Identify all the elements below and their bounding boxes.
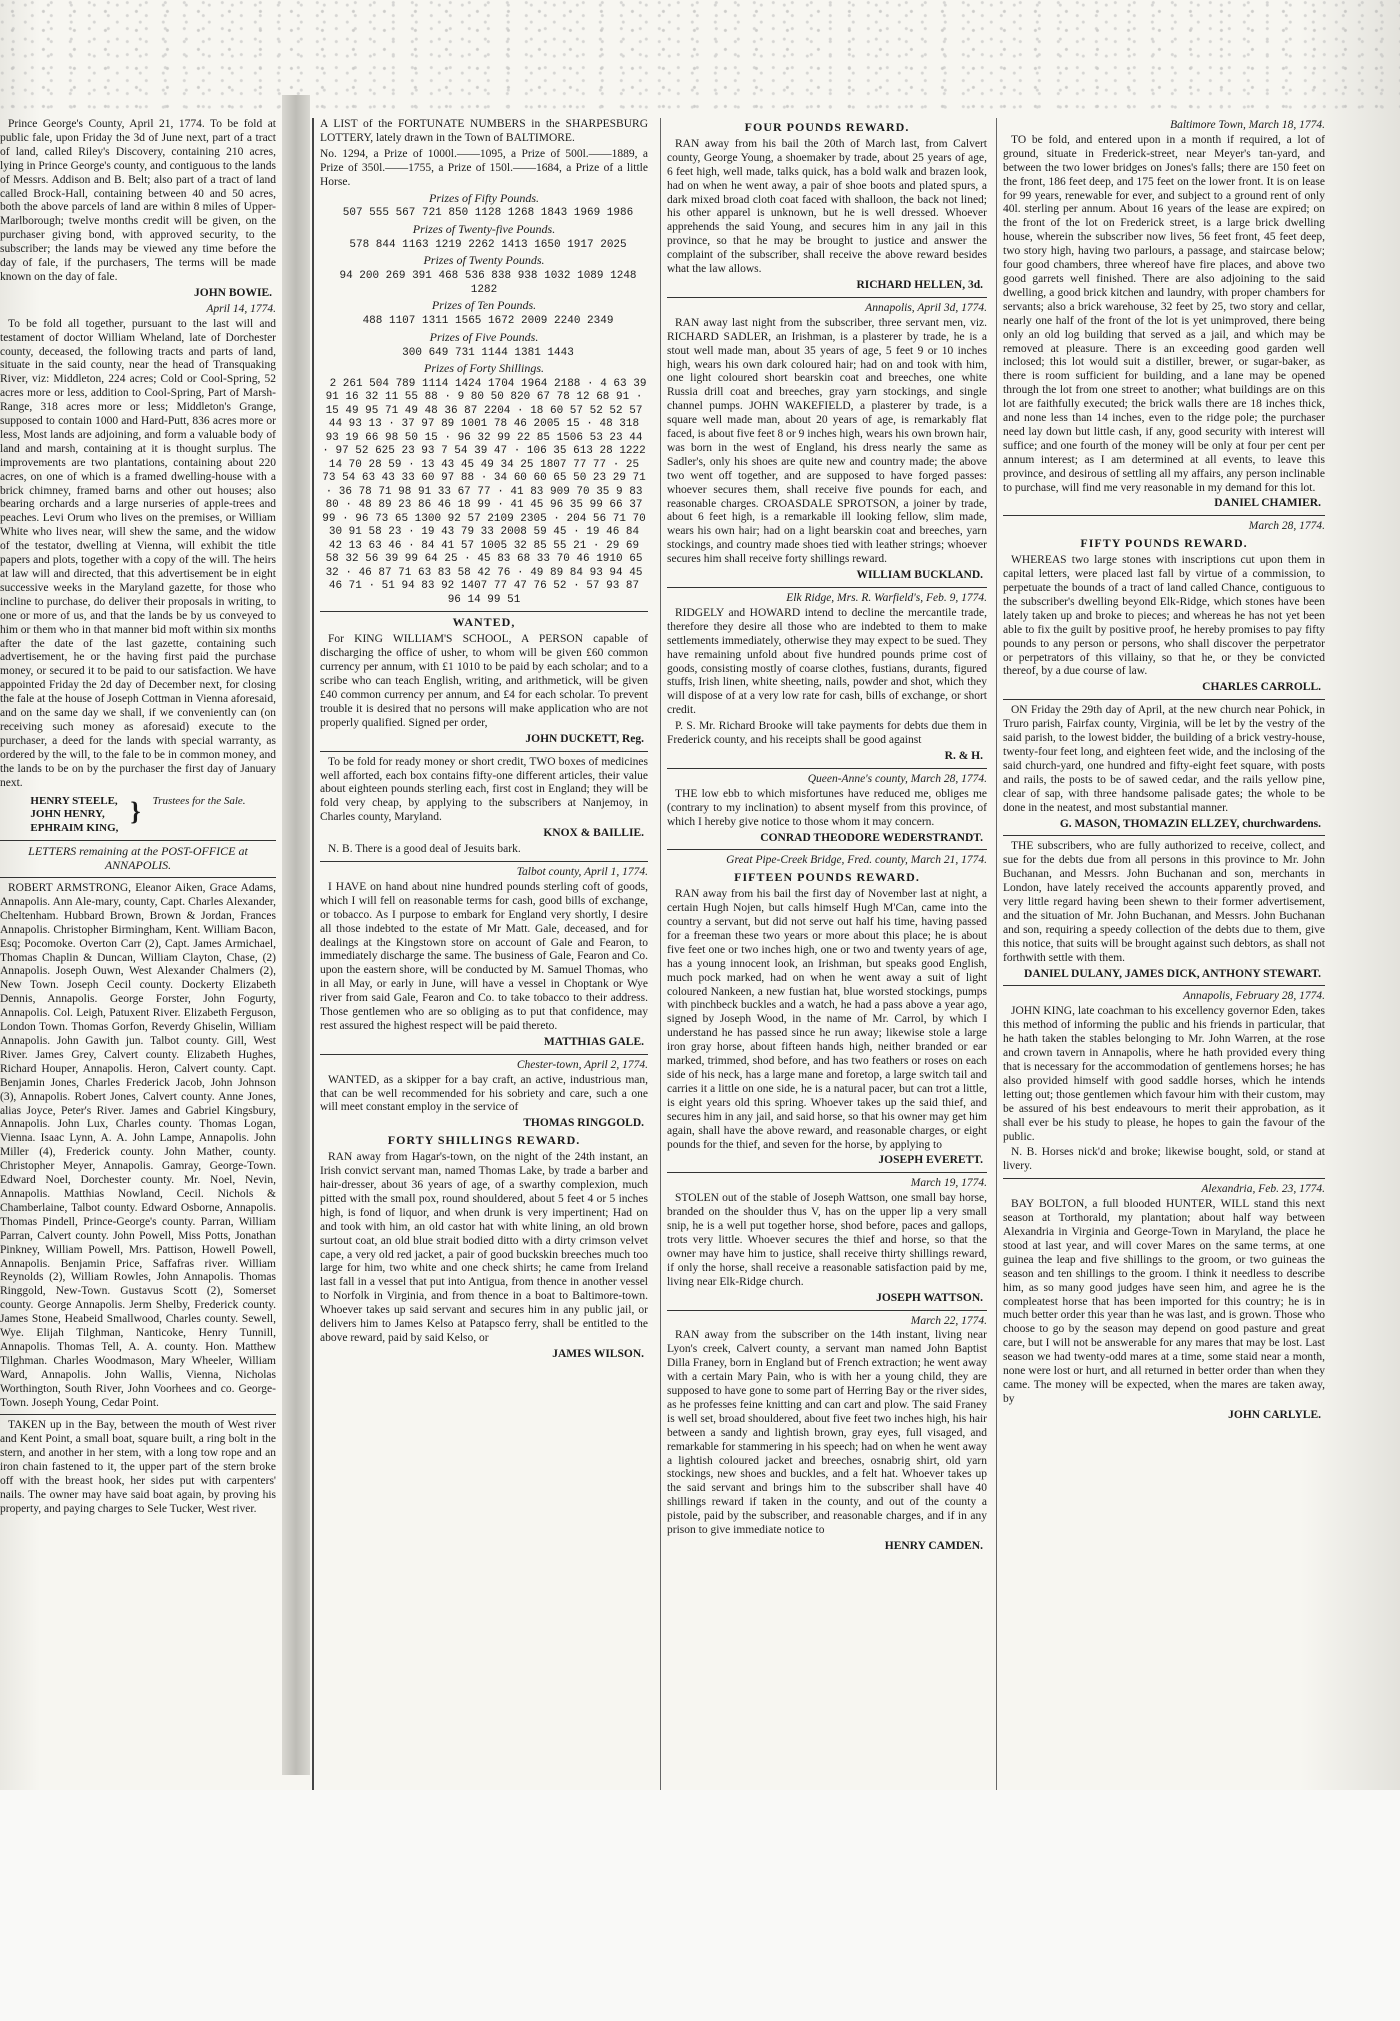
ad-heading: FIFTY POUNDS REWARD. <box>1080 536 1248 551</box>
ad-text: BAY BOLTON, a full blooded HUNTER, WILL stand this next season at Torthorald, my plantation; about half way between Alexandria in Virginia and George-Town in Maryland, the place he stood at last year, and will cover Mares on the same terms, at one guinea the leap and five shillings to the groom, or two guineas the season and ten shillings to the groom. I think it needless to describe him, as so many good judges have seen him, and agree he is the compleatest horse that has been imported for this country; he is in much better order this year than he was last, and is grown. Those who choose to go by the season may depend on good pasture and great care, but I will not be answerable for any mares that may be lost. Last season we had twenty-odd mares at a time, some staid near a month, none were lost or hurt, and all returned in better order than when they came. The money will be expected, when the mares are taken away, by <box>1003 1198 1325 1405</box>
ad-text: JOHN KING, late coachman to his excellency governor Eden, takes this method of informing the public and his friends in particular, that he hath taken the stables belonging to Mr. John Warren, at the rose and crown tavern in Annapolis, where he hath provided every thing that is necessary for the accommodation of gentlemens horses; he has also provided himself with good saddle horses, which he intends letting out; those gentlemen which favour him with their custom, may be assured of his best endeavours to merit their approbation, as it shall ever be his study to please, he hopes to gain the favour of the public. <box>1003 1005 1325 1143</box>
signature: DANIEL DULANY, JAMES DICK, ANTHONY STEWART. <box>1024 967 1321 980</box>
prize-numbers: 578 844 1163 1219 2262 1413 1650 1917 2025 <box>349 238 627 251</box>
ad-text: RAN away last night from the subscriber, three servant men, viz. RICHARD SADLER, an Irishman, is a plasterer by trade, he is a stout well made man, about 35 years of age, 5 feet 9 or 10 inches high, wears his own dark coloured hair; had on and took with him, one light coloured short bearskin coat and breeches, one white Russia drill coat and breeches, gray yarn stockings, and single channel pumps. JOHN WAKEFIELD, a plasterer by trade, is a square well made man, about 20 years of age, is remarkably flat faced, is about five feet 8 or 9 inches high, wears his own brown hair, was born in the west of England, his dress nearly the same as Sadler's, only his shoes are quite new and country made; the above two went off together, and are supposed to have forged passes: whoever secures them, shall receive five pounds for each, and reasonable charges. CROASDALE SPROTSON, a joiner by trade, about 6 feet high, is a remarkable ill looking fellow, slim made, wears his own hair; had on a light bearskin coat and breeches, yarn stockings, and country made shoes tied with leather strings; whoever secures him shall receive forty shillings reward. <box>667 316 987 566</box>
signature: KNOX & BAILLIE. <box>543 827 644 840</box>
trustees-label: Trustees for the Sale. <box>152 794 246 807</box>
letters-heading: LETTERS remaining at the POST-OFFICE at ANNAPOLIS. <box>28 844 248 873</box>
signature: JOSEPH WATTSON. <box>876 1291 983 1304</box>
prize-numbers: 488 1107 1311 1565 1672 2009 2240 2349 <box>362 315 614 328</box>
dateline: Elk Ridge, Mrs. R. Warfield's, Feb. 9, 1774. <box>786 592 987 604</box>
dateline: Alexandria, Feb. 23, 1774. <box>1201 1183 1325 1196</box>
dateline: Talbot county, April 1, 1774. <box>516 865 648 878</box>
signature: JOHN CARLYLE. <box>1228 1408 1321 1421</box>
divider <box>0 1414 276 1415</box>
ad-text: RAN away from his bail the 20th of March last, from Calvert county, George Young, a shoemaker by trade, about 25 years of age, 6 feet high, well made, talks quick, has a bold walk and brazen look, had on when he went away, a pair of shoe boots and plated spurs, a dark mixed broad cloth coat faced with shalloon, the back not lined; his other apparel is unknown, but he is well dressed. Whoever apprehends the said Young, and secures him in any jail in this province, so that he may be brought to justice and answer the complaint of the subscriber, shall receive the above reward besides what the law allows. <box>667 137 987 276</box>
dateline: Annapolis, February 28, 1774. <box>1183 990 1325 1003</box>
divider <box>1003 985 1325 986</box>
divider <box>0 877 276 878</box>
dateline: Queen-Anne's county, March 28, 1774. <box>807 772 987 785</box>
dateline: March 19, 1774. <box>910 1177 987 1190</box>
prize-heading: Prizes of Five Pounds. <box>429 329 539 344</box>
prize-heading: Prizes of Forty Shillings. <box>424 361 544 376</box>
dateline: Annapolis, April 3d, 1774. <box>865 301 987 314</box>
trustee-name: EPHRAIM KING, <box>30 822 119 835</box>
dateline: March 22, 1774. <box>910 1314 987 1327</box>
signature: G. MASON, THOMAZIN ELLZEY, churchwardens. <box>1059 817 1321 830</box>
divider <box>1003 1178 1325 1179</box>
trustees-block <box>0 795 276 837</box>
signature: JAMES WILSON. <box>552 1347 644 1360</box>
signature: R. & H. <box>944 749 983 762</box>
scan-noise <box>0 0 1400 110</box>
signature: DANIEL CHAMIER. <box>1214 497 1321 510</box>
prize-numbers: 2 261 504 789 1114 1424 1704 1964 2188 · 4 63 39 91 16 32 11 55 88 · 9 80 50 820 67 78 12 68 91 · 15 49 95 71 49 48 36 87 2204 · 18 60 57 52 52 57 44 93 13 · 37 97 89 1001 78 46 2005 15 · 48 318 93 19 66 98 50 15 · 96 32 99 22 85 1506 53 23 44 · 97 52 625 23 93 7 54 39 47 · 106 35 613 28 1222 14 70 28 59 · 13 43 45 49 34 25 1807 77 77 · 25 73 54 63 43 33 60 97 88 · 34 60 60 65 50 23 29 71 · 36 78 71 98 91 33 67 77 · 41 83 909 70 35 9 83 80 · 48 89 23 86 46 18 99 · 41 45 96 35 99 66 37 99 · 96 73 65 1300 92 57 2109 2305 · 204 56 71 70 30 91 58 23 · 19 43 79 33 2008 59 45 · 19 46 84 42 13 63 46 · 84 41 57 1005 32 85 55 21 · 29 69 58 32 56 39 99 64 25 · 45 83 68 33 70 46 1910 65 32 · 46 87 71 63 83 58 42 76 · 49 89 84 93 94 45 46 71 · 51 94 83 92 1407 77 47 76 52 · 57 93 87 96 14 99 51 <box>322 377 647 606</box>
brace-glyph: } <box>130 796 141 826</box>
ad-text: TAKEN up in the Bay, between the mouth of West river and Kent Point, a small boat, square built, a ring bolt in the stern, and another in her stem, with a long tow rope and an iron chain fastened to it, the upper part of the stern broke off with the breast hook, her sides put with carpenters' nails. The owner may have said boat again, by proving his property, and paying charges to Sele Tucker, West river. <box>0 1419 276 1515</box>
divider <box>320 751 648 752</box>
ad-text: TO be fold, and entered upon in a month if required, a lot of ground, situate in Frederick-street, near Meyer's tan-yard, and between the two lower bridges on Jones's falls; there are 150 feet on the front, 186 feet deep, and 175 feet on the lower front. It is on lease for 99 years, renewable for ever, and subject to a ground rent of only 40l. sterling per annum. About 16 years of the lease are expired; on the front of the lot on Frederick street, is a large brick dwelling house, wherein the subscriber now lives, 56 feet front, 45 feet deep, two story high, having two parlours, a passage, and staircase below; four good chambers, three whereof have fire places, and above two good garrets well finished. There are also adjoining to the said dwelling, a good brick kitchen and laundry, with proper chambers for servants; also a brick warehouse, 32 feet by 25, two story and cellar, nearly one half of the front of the lot is yet unimproved, there being only an old log building that served as a jail, and which may be removed at pleasure. There is an exceeding good garden well inclosed; this lot would suit a distiller, brewer, or sugar-baker, as there is room sufficient for building, and a lane may be opened through the lot from one street to another; what buildings are on this lot are faithfully executed; the brick walls there are 18 inches thick, and none less than 14 inches, even to the ridge pole; the purchaser need lay down but little cash, if any, good security with interest will suffice; and one fourth of the money will be only at four per cent per annum interest; as I am determined at all events, to leave this province, and desirous of settling all my affairs, any person inclinable to purchase, will find me very reasonable in my demand for this lot. <box>1003 133 1325 494</box>
ad-text: I HAVE on hand about nine hundred pounds sterling coft of goods, which I will fell on reasonable terms for cash, good bills of exchange, or tobacco. As I purpose to embark for England very shortly, I desire all those indebted to the estate of Mr Matt. Gale, deceased, and for dealings at the Kingstown store on account of Gale and Fearon, to immediately discharge the same. The business of Gale, Fearon and Co. upon the eastern shore, will be conducted by M. Samuel Thomas, who in all May, or early in June, will have a vessel in Choptank or Wye river from said Gale, Fearon and Co. to take tobacco to their address. Those gentlemen who are so obliging as to put that confidence, may rest assured the highest respect will be paid thereto. <box>320 880 648 1032</box>
divider <box>320 611 648 612</box>
prize-numbers: 507 555 567 721 850 1128 1268 1843 1969 1986 <box>342 207 634 220</box>
lottery-heading: A LIST of the FORTUNATE NUMBERS in the SHARPESBURG LOTTERY, lately drawn in the Town of BALTIMORE. <box>320 118 648 144</box>
column-3 <box>660 118 987 1798</box>
prize-heading: Prizes of Fifty Pounds. <box>429 190 539 205</box>
ad-text: RAN away from the subscriber on the 14th instant, living near Lyon's creek, Calvert county, a servant man named John Baptist Dilla Franey, born in England but of French extraction; he went away with a certain Mary Pain, who is with her a young child, they are supposed to have gone to some part of Herring Bay or the river sides, as he professes feine knitting and can cart and plow. The said Franey is well set, broad shouldered, about five feet two inches high, his hair between a sandy and lightish brown, gray eyes, full visaged, and remarkable for stammering in his speech; had on when he went away a lightish coloured jacket and breeches, osnabrig shirt, old yarn stockings, new shoes and buckles, and a felt hat. Whoever takes up the said servant and brings him to the subscriber shall have 40 shillings reward if taken in the county, and out of the county a pistole, paid by the subscriber, and reasonable charges, and if in any prison to give immediate notice to <box>667 1329 987 1537</box>
signature: HENRY CAMDEN. <box>884 1540 983 1552</box>
divider <box>320 861 648 862</box>
dateline: April 14, 1774. <box>206 302 276 315</box>
divider <box>0 840 276 841</box>
prize-heading: Prizes of Ten Pounds. <box>431 298 537 313</box>
dateline: Chester-town, April 2, 1774. <box>516 1058 648 1071</box>
divider <box>667 297 987 298</box>
divider <box>667 1310 987 1311</box>
ad-text: ON Friday the 29th day of April, at the new church near Pohick, in Truro parish, Fairfax county, Virginia, will be let by the vestry of the said parish, to the lowest bidder, the building of a brick vestry-house, twenty-four feet long, and eighteen feet wide, and the inclosing of the said church-yard, one hundred and fifty-eight feet square, with posts and rails, the posts to be of sawed cedar, and the rails yellow pine, clear of sap, with three handsome palisade gates; the whole to be done in the neatest, and most substantial manner. <box>1003 704 1325 814</box>
prize-numbers: 94 200 269 391 468 536 838 938 1032 1089 1248 1282 <box>339 270 637 296</box>
column-4 <box>996 118 1325 1798</box>
dateline: Baltimore Town, March 18, 1774. <box>1170 119 1325 131</box>
prize-heading: Prizes of Twenty-five Pounds. <box>412 221 556 236</box>
column-2 <box>312 118 648 1798</box>
dateline: Great Pipe-Creek Bridge, Fred. county, March 21, 1774. <box>726 854 987 867</box>
ad-text: THE subscribers, who are fully authorized to receive, collect, and sue for the debts due from all persons in this province to Mr. John Buchanan, and Messrs. John Buchanan and son, merchants in London, have lately received the accounts apparently proved, and very little regard having been shewn to their former advertisement, and the situation of Mr. John Buchanan, and Messrs. John Buchanan and son, requiring a speedy collection of the debts due to them, give this notice, that suits will be brought against such debtors, as shall not forthwith settle with them. <box>1003 840 1325 964</box>
ad-text: P. S. Mr. Richard Brooke will take payments for debts due them in Frederick county, and his receipts shall be good against <box>667 720 987 747</box>
lottery-prizes: No. 1294, a Prize of 1000l.——1095, a Prize of 500l.——1889, a Prize of 350l.——1755, a Prize of 150l.——1684, a Prize of a little Horse. <box>320 147 648 188</box>
prize-numbers: 300 649 731 1144 1381 1443 <box>402 346 574 359</box>
signature: RICHARD HELLEN, 3d. <box>856 278 983 291</box>
signature: CHARLES CARROLL. <box>1202 681 1321 694</box>
ad-text: For KING WILLIAM'S SCHOOL, A PERSON capable of discharging the office of usher, to whom will be given £60 common currency per annum, with £1 1010 to be paid by each scholar; and to a scribe who can teach English, writing, and arithmetick, will be given £40 common currency per annum, and £4 for each scholar. To prevent trouble it is desired that no persons will make application who are not properly qualified. Signed per order, <box>320 633 648 729</box>
divider <box>667 1172 987 1173</box>
divider <box>667 768 987 769</box>
signature: THOMAS RINGGOLD. <box>523 1117 644 1130</box>
divider <box>667 849 987 850</box>
ad-text: N. B. There is a good deal of Jesuits bark. <box>328 843 521 856</box>
divider <box>1003 699 1325 700</box>
signature: MATTHIAS GALE. <box>543 1035 644 1048</box>
divider <box>1003 835 1325 836</box>
page-fold-gutter <box>282 95 310 1775</box>
ad-heading: WANTED, <box>452 615 516 630</box>
ad-text: STOLEN out of the stable of Joseph Wattson, one small bay horse, branded on the shoulder thus V, has on the upper lip a very small snip, he is a well put together horse, shod before, paces and gallops, trots very little. Whoever secures the thief and horse, so that the owner may have him to justice, shall receive thirty shillings reward, if only the horse, shall receive a reasonable satisfaction paid by me, living near Elk-Ridge church. <box>667 1192 987 1288</box>
ad-text: Prince George's County, April 21, 1774. To be fold at public fale, upon Friday the 3d of June next, part of a tract of land, called Riley's Discovery, containing 210 acres, lying in Prince George's county, and contiguous to the lands of Messrs. Addison and B. Belt; also part of a tract of land called Brock-Hall, containing between 40 and 50 acres, both the above parcels of land are within 8 miles of Upper-Marlborough; twelve months credit will be given, on the purchaser giving bond, with approved security, to the subscriber; the lands may be viewed any time before the day of fale, if the purchasers, The terms will be made known on the day of fale. <box>0 118 276 283</box>
signature: JOHN BOWIE. <box>194 286 272 299</box>
ad-text: RIDGELY and HOWARD intend to decline the mercantile trade, therefore they desire all those who are indebted to them to make settlements immediately, otherwise they may expect to be sued. They have remaining unfold about five hundred pounds prime cost of goods, consisting mostly of coarse clothes, fustians, durants, figured stuffs, Irish linen, white sheeting, nails, powder and shot, which they will dispose of at a very low rate for cash, bills of exchange, or short credit. <box>667 606 987 717</box>
trustee-name: JOHN HENRY, <box>30 808 105 821</box>
ad-text: WHEREAS two large stones with inscriptions cut upon them in capital letters, were placed last fall by virtue of a commission, to perpetuate the bounds of a tract of land called Chance, contiguous to the subscriber's dwelling beyond Elk-Ridge, which stones have been lately taken up and broke to pieces; and whereas he has not yet been able to fix the guilt by positive proof, he hereby promises to pay fifty pounds to any person or persons, who shall discover the perpetrator or perpetrators of this villainy, so that he, or they be convicted thereof, by a due course of law. <box>1003 554 1325 678</box>
blank-margin <box>0 1790 1400 2021</box>
signature: WILLIAM BUCKLAND. <box>856 569 983 582</box>
ad-heading: FOUR POUNDS REWARD. <box>744 120 910 134</box>
ad-text: WANTED, as a skipper for a bay craft, an active, industrious man, that can be well recommended for his sobriety and care, such a one will meet constant employ in the service of <box>320 1073 648 1114</box>
ad-text: To be fold all together, pursuant to the last will and testament of doctor William Wheland, late of Dorchester county, deceased, the following tracts and parts of land, situate in the said county, near the head of Transquaking River, viz: Middleton, 224 acres; Cold or Cool-Spring, 52 acres more or less, addition to Cool-Spring, Part of Marsh-Range, 318 acres more or less; Middleton's Grange, supposed to contain 1000 and Hard-Putt, 836 acres more or less, Most lands are adjoining, and form a valuable body of land and marsh, containing at it is thought surplus. The improvements are two plantations, containing about 220 acres, on one of which is a framed dwelling-house with a brick chimney, framed barns and other out houses; also bearing orchards and a large nurseries of apple-trees and peaches. Levi Orum who lives on the premises, or William White who lives near, will shew the same, and the widow of the testator, dwelling at Vienna, will exhibit the title papers and plots, together with a copy of the will. The heirs at law will and directed, that this advertisement be in eight successive weeks in the Maryland gazette, for those who incline to purchase, do deliver their proposals in writing, to one or more of us, and that the lands be by us conveyed to him or them who in that manner bid moft within six months after the date of the last gazette, containing such advertisement, he or the having first paid the purchase money, or secured it to be paid to our satisfaction. We have appointed Friday the 2d day of December next, for closing the fale at the house of Joseph Cottman in Vienna aforesaid, and on the same day we shall, if we conveniently can (on receiving such money as aforesaid) execute to the purchaser, a deed for the lands with special warranty, as ordered by the will, to the fale to be in common money, and the lands to be on by the purchaser the first day of January next. <box>0 317 276 789</box>
ad-heading: FIFTEEN POUNDS REWARD. <box>734 870 920 885</box>
signature: JOSEPH EVERETT. <box>878 1154 983 1167</box>
ad-text: To be fold for ready money or short credit, TWO boxes of medicines well afforted, each box contains fifty-one different articles, their value about eighteen pounds sterling each, first cost in England; they will be fold very cheap, by applying to the subscribers at Nanjemoy, in Charles county, Maryland. <box>320 755 648 824</box>
signature: CONRAD THEODORE WEDERSTRANDT. <box>760 831 983 844</box>
dateline: March 28, 1774. <box>1248 520 1325 533</box>
divider <box>320 1054 648 1055</box>
column-1 <box>0 118 276 1798</box>
signature: JOHN DUCKETT, Reg. <box>525 732 644 745</box>
ad-text: RAN away from his bail the first day of November last at night, a certain Hugh Nojen, but calls himself Hugh M'Can, came into the country a servant, but did not serve out half his time, having passed for a freeman these two years or more about this place; he is about five feet one or two inches high, one or two and twenty years of age, has a young innocent look, an Irishman, but speaks good English, much pock marked, had on when he went away a suit of light coloured Nankeen, a new fustian hat, blue worsted stockings, pumps with pinchbeck buckles and a watch, he had a pass above a year ago, signed by Joseph Wood, in the name of Mr. Carrol, by which I understand he has passed since he run away; likewise stole a large iron gray horse, about fifteen hands high, neither branded or ear marked, trimmed, shod before, and has two feathers or roses on each side of his neck, has a large mane and foretop, a large switch tail and carries it a little on one side, he is a natural pacer, but can trot a little, is eight years old this spring. Whoever takes up the said thief, and secures him in any jail, and said horse, so that his owner may get him again, shall have the above reward, and reasonable charges, or eight pounds for the thief, and seven for the horse, by applying to <box>667 888 987 1151</box>
ad-text: RAN away from Hagar's-town, on the night of the 24th instant, an Irish convict servant man, named Thomas Lake, by trade a barber and hair-dresser, about 36 years of age, of a swarthy complexion, much pitted with the small pox, round shouldered, about 5 feet 4 or 5 inches high, is fond of liquor, and when drunk is very impertinent; Had on and took with him, an old castor hat with white lining, an old brown surtout coat, an old blue strait bodied ditto with a dirty crimson velvet cape, a very old red jacket, a pair of good buckskin breeches much too large for him, two white and one check shirts; he came from Ireland last fall in a vessel that put into Antigua, from thence in another vessel to Norfolk in Virginia, and from thence in a boat to Baltimore-town. Whoever takes up said servant and secures him in any public jail, or delivers him to James Kelso at Patapsco ferry, shall be entitled to the above reward, paid by said Kelso, or <box>320 1151 648 1344</box>
divider <box>1003 515 1325 516</box>
letters-list: ROBERT ARMSTRONG, Eleanor Aiken, Grace Adams, Annapolis. Ann Ale-mary, county, Capt. Charles Alexander, Cheltenham. Hubbard Brown, Brown & Jordan, Frances Annapolis. Christopher Birmingham, Kent. William Bacon, Esq; Pocomoke. Overton Carr (2), Capt. James Armichael, Thomas Chaplin & Duncan, William Clayton, Chase, (2) Annapolis. Joseph Ouwn, West Alexander Chalmers (2), New Town. Joseph Cecil county. Dockerty Elizabeth Dennis, Annapolis. George Forster, John Fogurty, Annapolis. Col. Leigh, Patuxent River. Elizabeth Ferguson, London Town. Thomas Gorfon, Reverdy Ghiselin, William Annapolis. John Gawith jun. Talbot county. Gill, West River. James Grey, Calvert county. Elizabeth Hughes, Richard Houper, Annapolis. Heron, Calvert county. Capt. Benjamin Jones, Charles Frederick Jacob, John Johnson (3), Annapolis. Robert Jones, Calvert county. Anne Jones, alias Joyce, Peter's River. James and Gabriel Kingsbury, Annapolis. John Lux, Charles county. Thomas Logan, Vienna. Isaac Lynn, A. A. John Lampe, Annapolis. John Miller (4), Frederick county. John Mather, county. Christopher Meyer, Annapolis. Gamray, George-Town. Edward Noel, Dorchester county. Mr. Noel, Nevin, Annapolis. Matthias Nowland, Cecil. Nichols & Chamberlaine, Talbot county. Edward Osborne, Annapolis. Thomas Pindell, Prince-George's county. Parran, William Parran, Calvert county. John Powell, Miss Potts, Jonathan Pinkney, William Powell, Mrs. Pattison, Howell Powell, Annapolis. Benjamin Price, Saffafras river. William Reynolds (2), William Rowles, John Annapolis. Thomas Ringgold, New-Town. Gustavus Scott (2), Somerset county. George Annapolis. Jerm Shelby, Frederick county. James Stone, Heabeid Smallwood, Charles county. Sewell, Wye. Elijah Tilghman, Nanticoke, Henry Tunnill, Annapolis. Thomas Tell, A. A. county. Hon. Matthew Tilghman. Charles Woodmason, Mary Wheeler, William Ward, Annapolis. John Wallis, Vienna, Nicholas Worthington, South River, John Voorhees and co. George-Town. Joseph Young, Cedar Point. <box>0 882 276 1409</box>
ad-text: N. B. Horses nick'd and broke; likewise bought, sold, or stand at livery. <box>1003 1146 1325 1173</box>
divider <box>667 587 987 588</box>
ad-text: THE low ebb to which misfortunes have reduced me, obliges me (contrary to my inclination) to absent myself from this province, of which I hereby give notice to those whom it may concern. <box>667 787 987 828</box>
ad-heading: FORTY SHILLINGS REWARD. <box>387 1133 581 1148</box>
prize-heading: Prizes of Twenty Pounds. <box>423 253 545 268</box>
trustee-name: HENRY STEELE, <box>30 794 118 807</box>
